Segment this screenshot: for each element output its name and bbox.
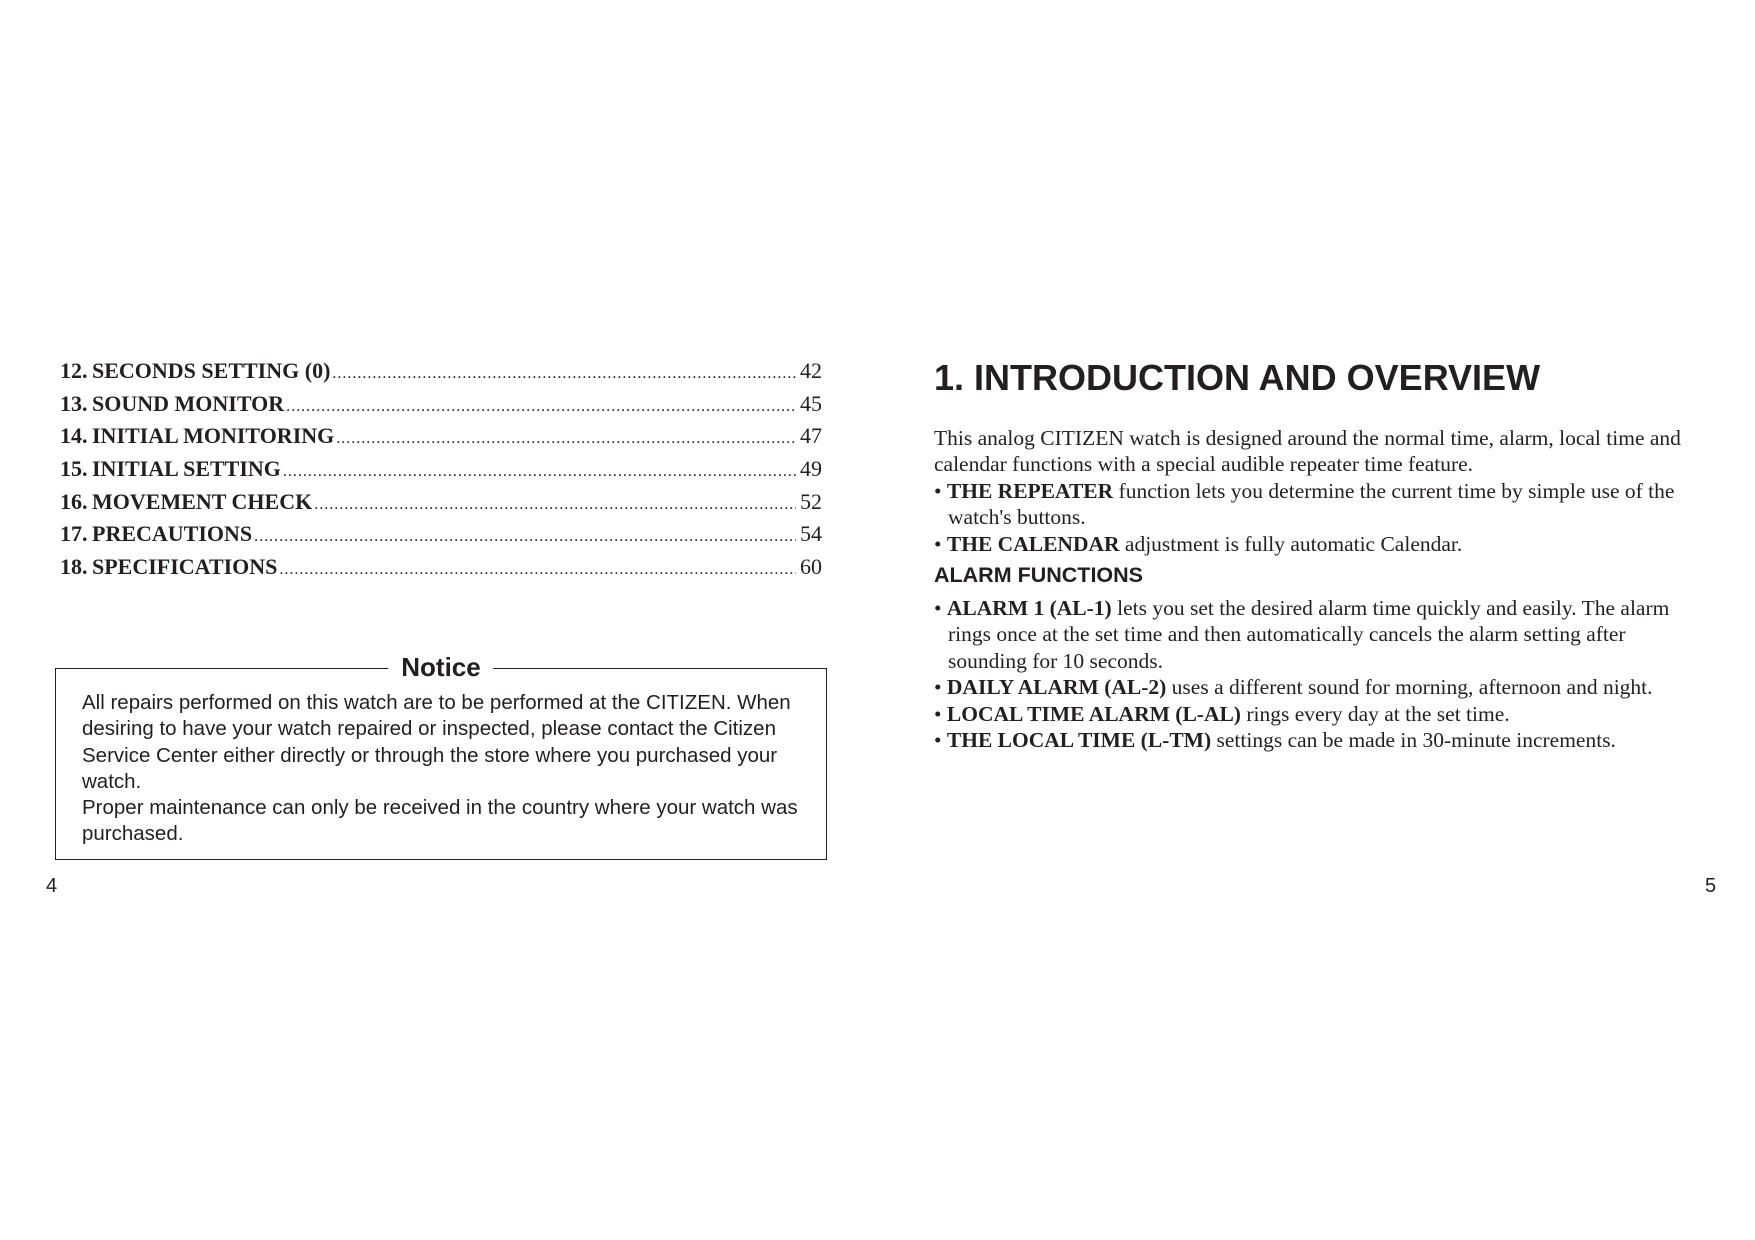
toc-title: PRECAUTIONS bbox=[92, 521, 253, 547]
toc-number: 15. bbox=[60, 456, 88, 482]
alarm-bullet: • THE LOCAL TIME (L-TM) settings can be made in 30-minute increments. bbox=[934, 728, 1616, 753]
page-number-left: 4 bbox=[46, 875, 58, 897]
toc-entry[interactable] bbox=[60, 420, 822, 453]
toc-leader bbox=[254, 521, 796, 554]
toc-number: 14. bbox=[60, 423, 88, 449]
alarm-description: uses a different sound for morning, afternoon and night. bbox=[1166, 675, 1653, 700]
page-number-right: 5 bbox=[1705, 875, 1717, 897]
notice-paragraph: Proper maintenance can only be received in the country where your watch was purchased. bbox=[82, 796, 798, 846]
toc-title: INITIAL MONITORING bbox=[92, 423, 335, 449]
toc-leader bbox=[314, 489, 796, 522]
notice-box bbox=[55, 652, 827, 860]
toc-page-number: 49 bbox=[800, 456, 822, 482]
toc-leader bbox=[286, 391, 796, 424]
toc-page-number: 52 bbox=[800, 488, 822, 514]
toc-entry[interactable] bbox=[60, 355, 822, 388]
toc-page-number: 45 bbox=[800, 390, 822, 416]
toc-leader bbox=[279, 554, 796, 587]
alarm-name: THE LOCAL TIME (L-TM) bbox=[946, 728, 1212, 753]
notice-body bbox=[82, 690, 812, 848]
alarm-bullet: • DAILY ALARM (AL-2) uses a different sound for morning, afternoon and night. bbox=[934, 675, 1653, 700]
toc-number: 12. bbox=[60, 358, 88, 383]
toc-leader bbox=[332, 358, 796, 391]
toc-leader bbox=[336, 423, 796, 456]
toc-entry[interactable] bbox=[60, 518, 822, 551]
toc-number: 17. bbox=[60, 521, 88, 547]
toc-entry[interactable] bbox=[60, 388, 822, 421]
toc-title: MOVEMENT CHECK bbox=[92, 488, 313, 514]
notice-title: Notice bbox=[388, 647, 493, 687]
feature-bullet: • THE CALENDAR adjustment is fully automatic Calendar. bbox=[934, 531, 1463, 556]
toc-page-number: 60 bbox=[800, 554, 822, 580]
alarm-bullet: • LOCAL TIME ALARM (L-AL) rings every day at the set time. bbox=[934, 701, 1510, 726]
alarm-description: settings can be made in 30-minute increments. bbox=[1211, 728, 1616, 753]
toc-entry[interactable] bbox=[60, 551, 822, 584]
section-heading: 1. INTRODUCTION AND OVERVIEW bbox=[934, 357, 1541, 398]
toc-page-number: 42 bbox=[800, 358, 822, 383]
toc-entry[interactable] bbox=[60, 486, 822, 519]
intro-paragraph: This analog CITIZEN watch is designed around the normal time, alarm, local time and calendar functions with a special audible repeater time feature. bbox=[934, 426, 1681, 477]
toc-page-number: 47 bbox=[800, 423, 822, 449]
alarm-name: ALARM 1 (AL-1) bbox=[946, 596, 1112, 621]
feature-name: THE CALENDAR bbox=[946, 531, 1120, 556]
alarm-description: rings every day at the set time. bbox=[1240, 701, 1510, 726]
notice-paragraph: All repairs performed on this watch are to be performed at the CITIZEN. When desiring to have your watch repaired or inspected, please contact the Citizen Service Center either directly or through the store where you purchased your watch. bbox=[82, 691, 791, 793]
intro-section bbox=[934, 425, 1708, 753]
toc-page-number: 54 bbox=[800, 521, 822, 547]
feature-description: adjustment is fully automatic Calendar. bbox=[1119, 531, 1463, 556]
toc-number: 16. bbox=[60, 488, 88, 514]
alarm-bullet: • ALARM 1 (AL-1) lets you set the desired alarm time quickly and easily. The alarm rings once at the set time and then automatically cancels the alarm setting after sounding for 10 seconds. bbox=[934, 596, 1670, 673]
alarm-functions-heading: ALARM FUNCTIONS bbox=[934, 563, 1144, 588]
feature-name: THE REPEATER bbox=[946, 478, 1114, 503]
alarm-description: lets you set the desired alarm time quickly and easily. The alarm rings once at the set time and then automatically cancels the alarm setting after sounding for 10 seconds. bbox=[948, 596, 1670, 673]
toc-leader bbox=[283, 456, 796, 489]
toc-number: 13. bbox=[60, 390, 88, 416]
toc-title: SOUND MONITOR bbox=[92, 390, 285, 416]
toc-entry[interactable] bbox=[60, 453, 822, 486]
alarm-name: LOCAL TIME ALARM (L-AL) bbox=[946, 701, 1241, 726]
feature-bullet: • THE REPEATER function lets you determine the current time by simple use of the watch's buttons. bbox=[934, 478, 1675, 530]
toc-title: INITIAL SETTING bbox=[92, 456, 281, 482]
toc-number: 18. bbox=[60, 554, 88, 580]
table-of-contents bbox=[60, 355, 822, 584]
alarm-name: DAILY ALARM (AL-2) bbox=[946, 675, 1167, 700]
feature-description: function lets you determine the current time by simple use of the watch's buttons. bbox=[948, 478, 1675, 530]
toc-title: SECONDS SETTING (0) bbox=[92, 358, 331, 383]
toc-title: SPECIFICATIONS bbox=[92, 554, 278, 580]
